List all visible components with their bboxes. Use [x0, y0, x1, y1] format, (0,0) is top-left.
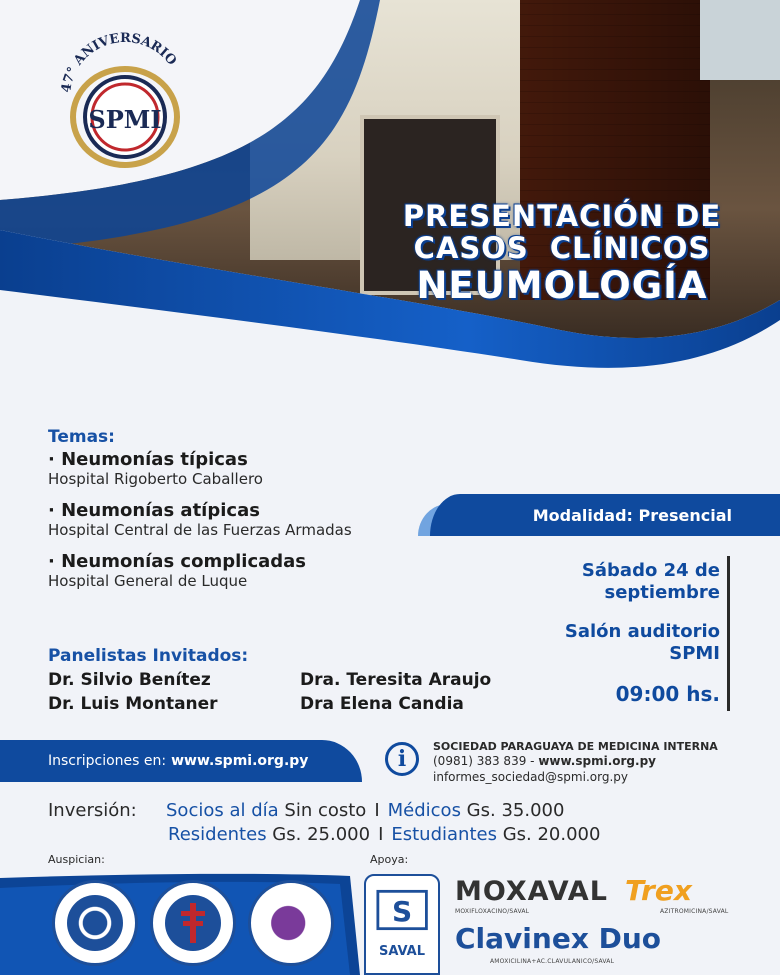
moxaval-logo: MOXAVAL	[455, 876, 608, 907]
sponsor-seal-neumologia	[150, 880, 236, 966]
topic-name: · Neumonías atípicas	[48, 500, 260, 521]
saval-logo	[364, 874, 440, 975]
panelist-name: Dra Elena Candia	[300, 694, 464, 714]
investment-row-1	[166, 800, 564, 821]
event-time: 09:00 hs.	[615, 682, 720, 707]
logo-mark-text: SPMI	[88, 105, 162, 134]
laurel-emblem	[50, 22, 200, 172]
society-web-link[interactable]: www.spmi.org.py	[538, 754, 656, 769]
sponsor-seal-infectologia	[248, 880, 334, 966]
panelist-name: Dr. Luis Montaner	[48, 694, 218, 714]
anniversary-logo	[50, 22, 200, 172]
topic-item	[48, 449, 448, 488]
event-venue	[470, 621, 720, 664]
price-value: Sin costo	[278, 800, 367, 821]
event-venue-line1: Salón auditorio	[564, 621, 720, 643]
society-text	[433, 740, 718, 785]
society-name: SOCIEDAD PARAGUAYA DE MEDICINA INTERNA	[433, 740, 718, 753]
event-venue-line2: SPMI	[669, 642, 720, 664]
event-date-line1: Sábado 24 de	[581, 560, 720, 581]
event-date	[470, 560, 720, 603]
modality-text: Modalidad: Presencial	[532, 505, 732, 525]
moxaval-sub: MOXIFLOXACINO/SAVAL	[455, 908, 530, 915]
title-line-2: CASOS CLÍNICOS	[413, 231, 711, 266]
anniversary-text: 47° ANIVERSARIO	[59, 30, 180, 94]
inscription-link[interactable]: www.spmi.org.py	[171, 753, 309, 769]
cross-icon	[165, 895, 221, 951]
topic-hospital: Hospital General de Luque	[48, 572, 248, 590]
topic-item	[48, 500, 448, 539]
price-separator: I	[374, 800, 380, 821]
price-separator: I	[378, 824, 384, 845]
clavinex-sub: AMOXICILINA+AC.CLAVULANICO/SAVAL	[490, 958, 615, 965]
inscription-label: Inscripciones en:	[48, 753, 167, 769]
topics-section	[48, 427, 448, 602]
price-group: Médicos	[387, 800, 461, 821]
saval-mark-icon	[368, 882, 440, 938]
event-date-line2: septiembre	[604, 581, 720, 603]
title-line-3: NEUMOLOGÍA	[416, 263, 708, 307]
svg-text:S: S	[392, 895, 413, 929]
info-icon: i	[385, 742, 419, 776]
panelist-name: Dr. Silvio Benítez	[48, 670, 211, 690]
society-email[interactable]: informes_sociedad@spmi.org.py	[433, 769, 628, 784]
topic-name: · Neumonías complicadas	[48, 551, 307, 572]
society-phone: (0981) 383 839 -	[433, 754, 539, 769]
trex-logo: Trex	[625, 874, 692, 907]
investment-label: Inversión:	[48, 800, 137, 821]
trex-sub: AZITROMICINA/SAVAL	[660, 908, 729, 915]
sponsor-seal-medicina-familiar	[52, 880, 138, 966]
modality-banner	[430, 494, 780, 536]
price-value: Gs. 20.000	[496, 824, 601, 845]
event-info	[470, 560, 720, 724]
topic-item	[48, 551, 448, 590]
price-value: Gs. 25.000	[266, 824, 371, 845]
inscription-banner	[0, 740, 362, 782]
event-title	[392, 200, 732, 306]
topics-heading: Temas:	[48, 427, 115, 447]
clavinex-logo: Clavinex Duo	[455, 922, 662, 955]
price-group: Socios al día	[166, 800, 279, 821]
price-group: Estudiantes	[391, 824, 497, 845]
investment-row-2	[168, 824, 600, 845]
topic-hospital: Hospital Central de las Fuerzas Armadas	[48, 521, 352, 539]
topic-hospital: Hospital Rigoberto Caballero	[48, 470, 263, 488]
panelist-name: Dra. Teresita Araujo	[300, 670, 492, 690]
topic-name: · Neumonías típicas	[48, 449, 248, 470]
panelists-heading: Panelistas Invitados:	[48, 646, 249, 666]
price-value: Gs. 35.000	[460, 800, 565, 821]
saval-text: SAVAL	[378, 944, 426, 959]
sponsors-label: Auspician:	[48, 853, 105, 866]
event-info-divider	[727, 556, 730, 711]
support-label: Apoya:	[370, 853, 409, 866]
price-group: Residentes	[168, 824, 267, 845]
society-phone-web	[433, 754, 718, 770]
title-line-1: PRESENTACIÓN DE	[402, 199, 722, 233]
